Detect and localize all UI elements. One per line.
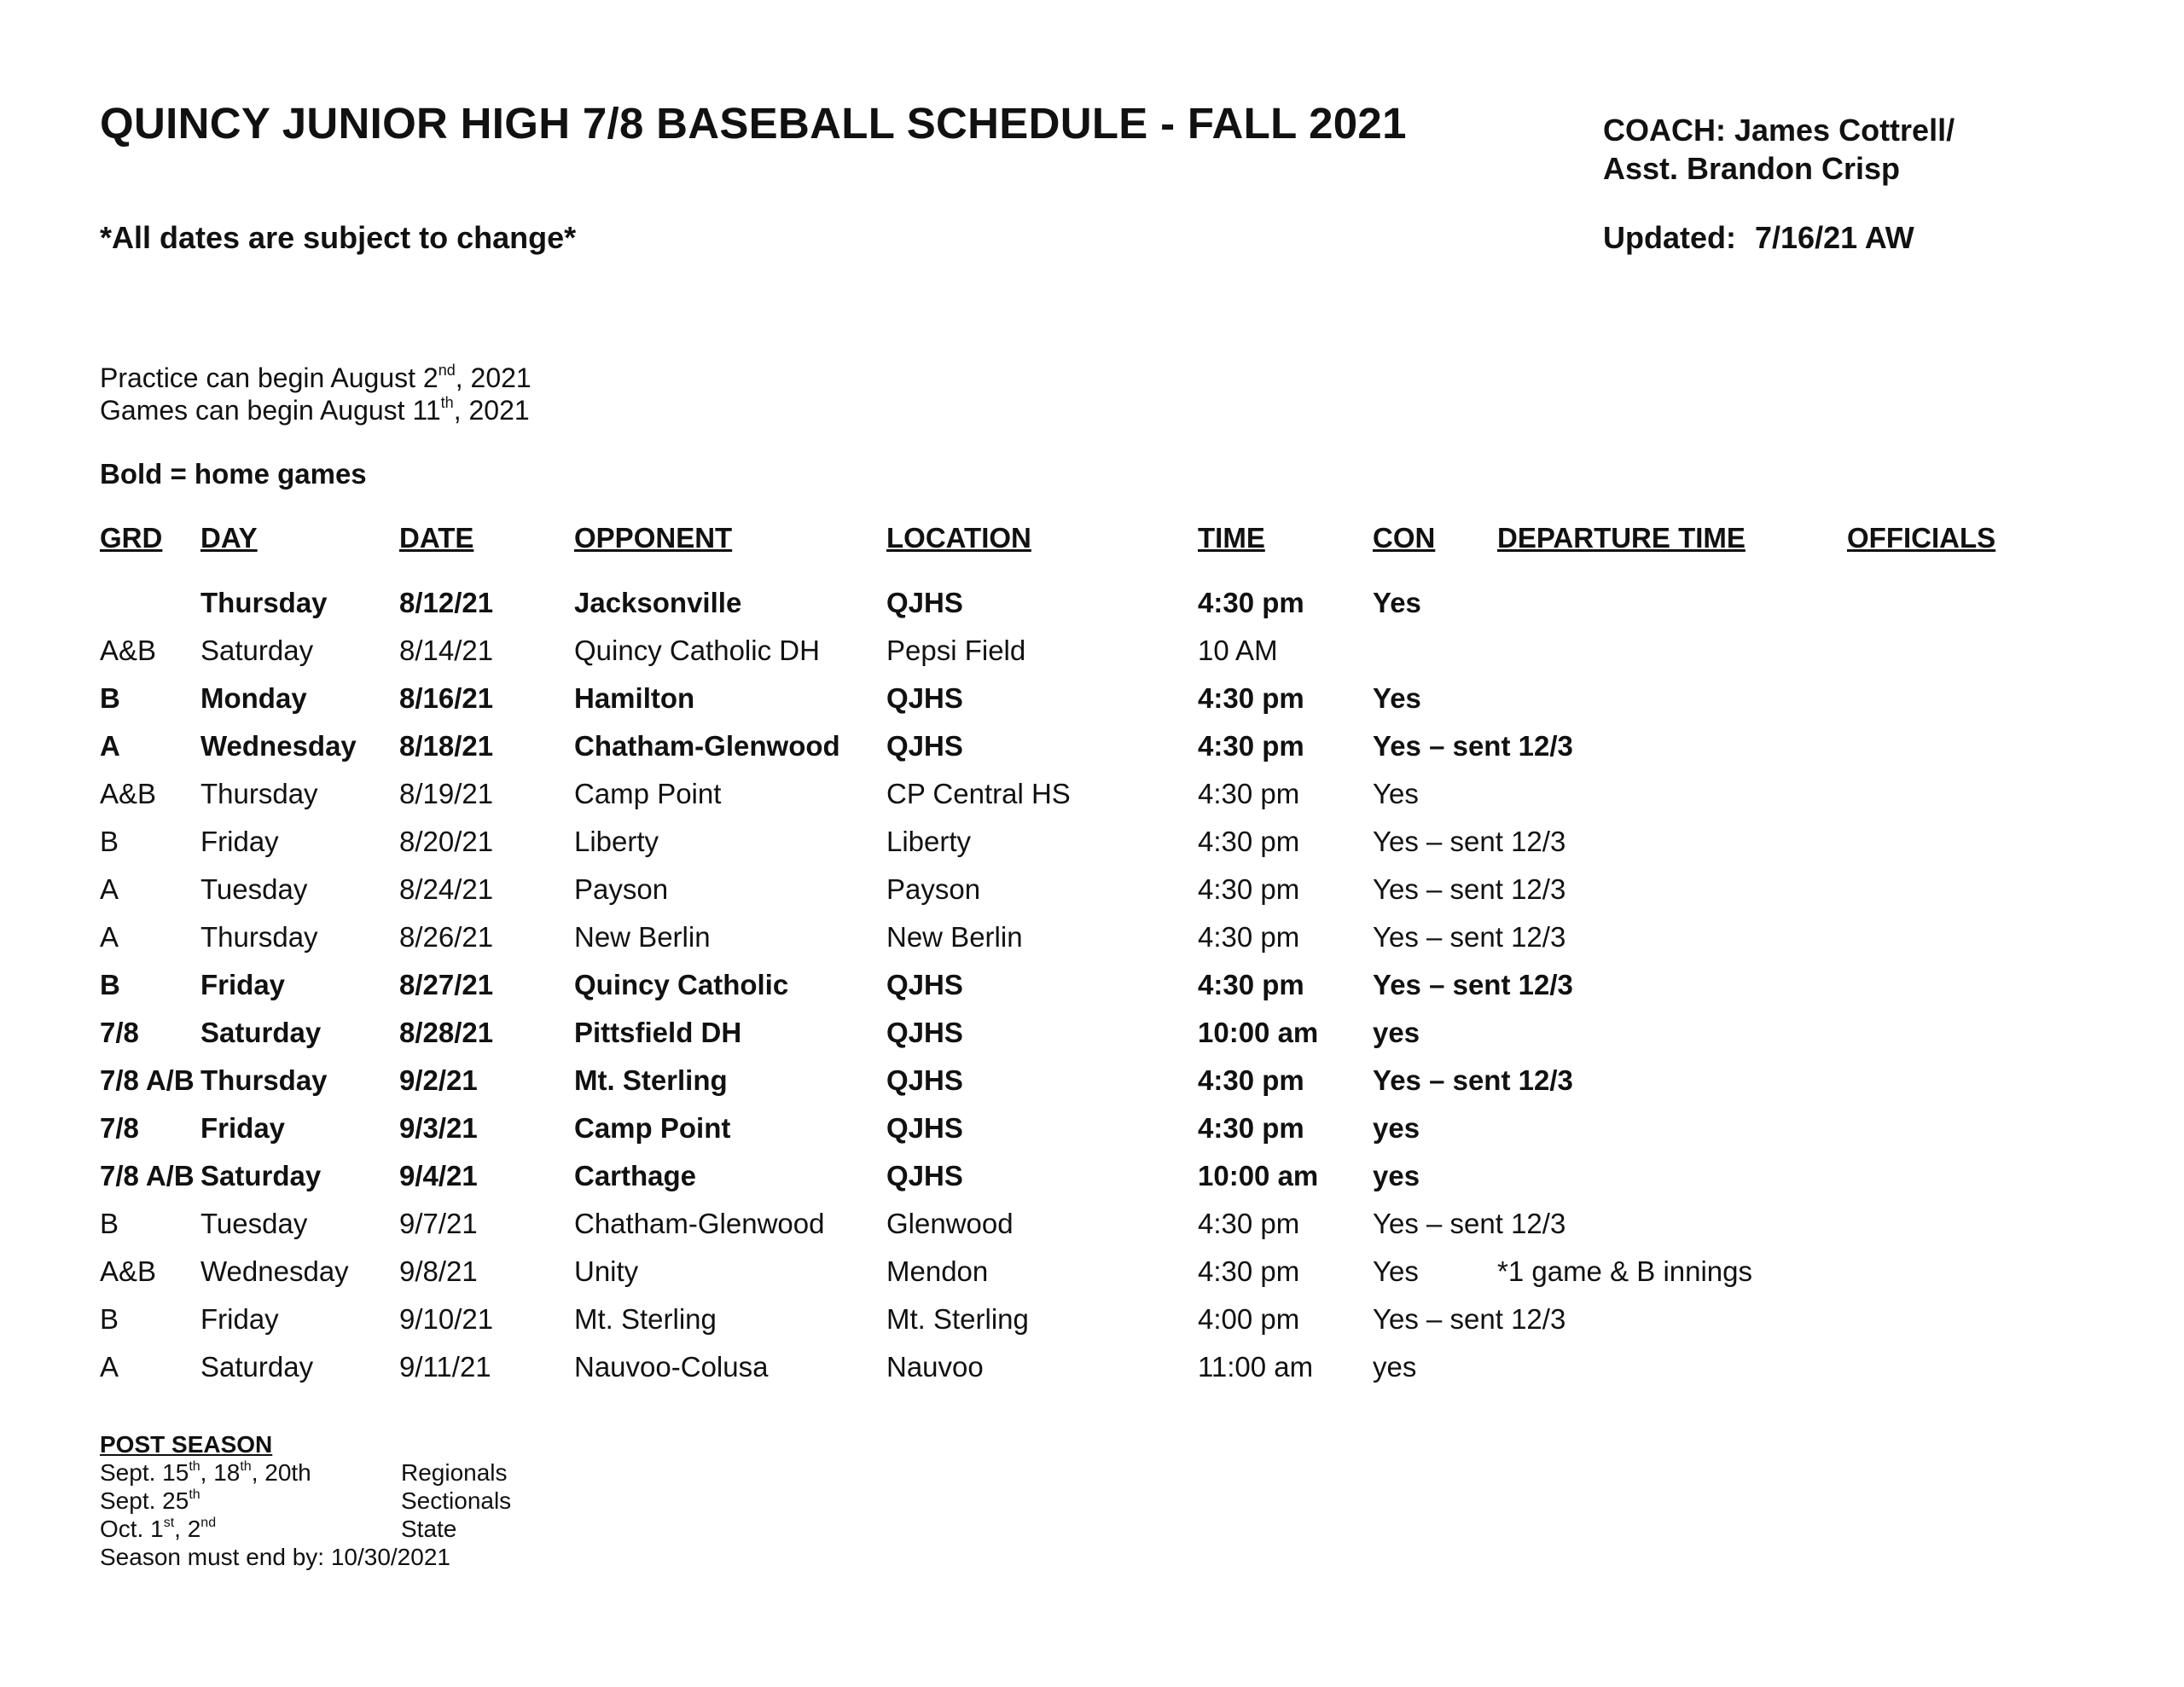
cell-opponent: Payson: [574, 873, 669, 905]
table-row: [0, 1303, 2184, 1351]
cell-grd: A: [100, 730, 120, 762]
games-text: Games can begin August 11: [100, 395, 441, 426]
cell-location: Mendon: [886, 1255, 989, 1287]
cell-location: Payson: [886, 873, 981, 905]
header-time: TIME: [1198, 522, 1265, 554]
cell-con: yes: [1373, 1160, 1420, 1191]
season-end-note: Season must end by: 10/30/2021: [100, 1544, 450, 1570]
cell-grd: B: [100, 682, 120, 714]
header-opponent: OPPONENT: [574, 522, 733, 554]
cell-opponent: Quincy Catholic DH: [574, 635, 820, 666]
post-season-dates: [100, 1487, 200, 1515]
post-season-round: Regionals: [401, 1459, 508, 1486]
cell-location: QJHS: [886, 682, 963, 714]
cell-con: Yes: [1373, 682, 1421, 714]
season-notes: [100, 362, 531, 426]
cell-location: Nauvoo: [886, 1351, 984, 1383]
cell-con: yes: [1373, 1351, 1417, 1383]
cell-date: 9/10/21: [399, 1303, 494, 1335]
cell-opponent: Liberty: [574, 826, 659, 857]
cell-con: Yes – sent 12/3: [1373, 969, 1573, 1000]
cell-day: Saturday: [200, 1351, 314, 1383]
date-suffix: st: [163, 1516, 175, 1530]
cell-day: Tuesday: [200, 1208, 308, 1239]
post-season-heading: POST SEASON: [100, 1431, 273, 1458]
cell-time: 4:30 pm: [1198, 778, 1300, 809]
cell-opponent: Jacksonville: [574, 587, 742, 618]
table-row: [0, 1351, 2184, 1399]
cell-con: Yes: [1373, 587, 1421, 618]
cell-time: 4:30 pm: [1198, 730, 1304, 762]
table-row: [0, 587, 2184, 635]
date-text: , 20th: [251, 1459, 311, 1486]
cell-location: Liberty: [886, 826, 972, 857]
cell-time: 4:30 pm: [1198, 969, 1304, 1000]
table-row: [0, 826, 2184, 873]
cell-grd: 7/8 A/B: [100, 1064, 195, 1096]
updated-label: Updated:: [1603, 220, 1736, 255]
cell-day: Thursday: [200, 921, 318, 953]
table-row: [0, 1255, 2184, 1303]
header-officials: OFFICIALS: [1847, 522, 1996, 554]
table-row: [0, 873, 2184, 921]
cell-opponent: Unity: [574, 1255, 639, 1287]
cell-day: Thursday: [200, 778, 318, 809]
cell-day: Wednesday: [200, 730, 357, 762]
table-row: [0, 1112, 2184, 1160]
assistant-coach-name: Asst. Brandon Crisp: [1603, 151, 1901, 186]
header-con: CON: [1373, 522, 1436, 554]
cell-con: Yes – sent 12/3: [1373, 1303, 1566, 1335]
cell-day: Thursday: [200, 1064, 328, 1096]
home-games-legend: Bold = home games: [100, 458, 367, 490]
cell-grd: A: [100, 873, 119, 905]
cell-opponent: Carthage: [574, 1160, 697, 1191]
cell-day: Saturday: [200, 1160, 322, 1191]
practice-year: , 2021: [455, 362, 531, 393]
post-season-item: [100, 1458, 508, 1487]
cell-date: 9/8/21: [399, 1255, 478, 1287]
cell-con: Yes: [1373, 778, 1419, 809]
practice-sup: nd: [438, 362, 456, 379]
cell-time: 4:30 pm: [1198, 682, 1304, 714]
cell-con: yes: [1373, 1017, 1420, 1048]
cell-day: Tuesday: [200, 873, 308, 905]
cell-opponent: Camp Point: [574, 1112, 731, 1144]
cell-grd: A: [100, 1351, 119, 1383]
updated-info: [1603, 220, 1914, 256]
post-season-item: [100, 1515, 457, 1543]
practice-text: Practice can begin August 2: [100, 362, 439, 393]
cell-date: 9/3/21: [399, 1112, 478, 1144]
cell-day: Friday: [200, 1112, 286, 1144]
table-row: [0, 1064, 2184, 1112]
table-row: [0, 1208, 2184, 1255]
post-season-item: [100, 1487, 512, 1515]
post-season: [100, 1430, 512, 1571]
cell-opponent: Hamilton: [574, 682, 695, 714]
cell-grd: 7/8: [100, 1017, 139, 1048]
games-sup: th: [440, 394, 454, 411]
cell-location: QJHS: [886, 730, 963, 762]
coach-name: COACH: James Cottrell/: [1603, 113, 1955, 148]
cell-con: Yes – sent 12/3: [1373, 1208, 1566, 1239]
cell-location: Glenwood: [886, 1208, 1014, 1239]
updated-value: 7/16/21 AW: [1755, 220, 1914, 255]
table-row: [0, 730, 2184, 778]
cell-date: 8/14/21: [399, 635, 494, 666]
schedule-title: QUINCY JUNIOR HIGH 7/8 BASEBALL SCHEDULE - FALL 2021: [100, 99, 1407, 148]
cell-location: New Berlin: [886, 921, 1023, 953]
post-season-dates: [100, 1458, 311, 1487]
cell-location: Mt. Sterling: [886, 1303, 1029, 1335]
cell-con: Yes: [1373, 1255, 1419, 1287]
cell-time: 10:00 am: [1198, 1017, 1319, 1048]
cell-opponent: Camp Point: [574, 778, 722, 809]
post-season-round: Sectionals: [401, 1487, 512, 1514]
cell-day: Wednesday: [200, 1255, 349, 1287]
cell-departure: *1 game & B innings: [1497, 1255, 1753, 1287]
cell-date: 8/18/21: [399, 730, 494, 762]
cell-day: Friday: [200, 826, 279, 857]
cell-time: 4:00 pm: [1198, 1303, 1300, 1335]
header-grd: GRD: [100, 522, 163, 554]
cell-day: Saturday: [200, 1017, 322, 1048]
cell-grd: B: [100, 1208, 119, 1239]
header-departure: DEPARTURE TIME: [1497, 522, 1745, 554]
cell-date: 9/11/21: [399, 1351, 491, 1383]
cell-time: 4:30 pm: [1198, 873, 1300, 905]
header-day: DAY: [200, 522, 258, 554]
cell-grd: B: [100, 826, 119, 857]
cell-date: 8/26/21: [399, 921, 494, 953]
cell-day: Monday: [200, 682, 307, 714]
cell-opponent: Quincy Catholic: [574, 969, 789, 1000]
cell-grd: B: [100, 1303, 119, 1335]
cell-opponent: Chatham-Glenwood: [574, 1208, 825, 1239]
cell-opponent: Mt. Sterling: [574, 1064, 728, 1096]
cell-time: 4:30 pm: [1198, 587, 1304, 618]
cell-time: 4:30 pm: [1198, 1112, 1304, 1144]
table-row: [0, 1017, 2184, 1064]
date-suffix: nd: [200, 1516, 217, 1530]
cell-opponent: Mt. Sterling: [574, 1303, 717, 1335]
coach-info: [1603, 111, 1955, 188]
cell-time: 4:30 pm: [1198, 826, 1300, 857]
table-row: [0, 921, 2184, 969]
cell-time: 4:30 pm: [1198, 1255, 1300, 1287]
cell-grd: B: [100, 969, 120, 1000]
table-row: [0, 682, 2184, 730]
games-start-note: [100, 394, 531, 426]
practice-start-note: [100, 362, 531, 394]
date-suffix: th: [189, 1459, 200, 1474]
cell-day: Friday: [200, 969, 286, 1000]
post-season-round: State: [401, 1516, 457, 1542]
games-year: , 2021: [453, 395, 530, 426]
table-row: [0, 1160, 2184, 1208]
cell-opponent: New Berlin: [574, 921, 711, 953]
cell-date: 8/24/21: [399, 873, 494, 905]
cell-location: QJHS: [886, 1160, 963, 1191]
cell-date: 8/27/21: [399, 969, 494, 1000]
cell-location: QJHS: [886, 969, 963, 1000]
cell-grd: A&B: [100, 635, 157, 666]
cell-con: Yes – sent 12/3: [1373, 873, 1566, 905]
cell-date: 8/16/21: [399, 682, 494, 714]
cell-time: 4:30 pm: [1198, 921, 1300, 953]
table-row: [0, 635, 2184, 682]
cell-location: CP Central HS: [886, 778, 1071, 809]
cell-grd: A&B: [100, 778, 157, 809]
cell-date: 8/19/21: [399, 778, 494, 809]
header-location: LOCATION: [886, 522, 1031, 554]
cell-date: 8/12/21: [399, 587, 494, 618]
cell-time: 4:30 pm: [1198, 1064, 1304, 1096]
cell-con: Yes – sent 12/3: [1373, 826, 1566, 857]
cell-con: yes: [1373, 1112, 1420, 1144]
date-text: Oct. 1: [100, 1516, 164, 1542]
cell-grd: A&B: [100, 1255, 157, 1287]
date-suffix: th: [189, 1487, 200, 1502]
cell-con: Yes – sent 12/3: [1373, 730, 1573, 762]
cell-date: 9/7/21: [399, 1208, 478, 1239]
date-text: Sept. 25: [100, 1487, 189, 1514]
cell-con: Yes – sent 12/3: [1373, 1064, 1573, 1096]
cell-date: 9/2/21: [399, 1064, 478, 1096]
cell-location: QJHS: [886, 1064, 963, 1096]
cell-con: Yes – sent 12/3: [1373, 921, 1566, 953]
cell-day: Saturday: [200, 635, 314, 666]
cell-time: 4:30 pm: [1198, 1208, 1300, 1239]
cell-location: QJHS: [886, 587, 963, 618]
cell-grd: 7/8 A/B: [100, 1160, 195, 1191]
disclaimer: *All dates are subject to change*: [100, 220, 577, 255]
post-season-dates: [100, 1515, 216, 1543]
table-row: [0, 969, 2184, 1017]
date-text: , 18: [200, 1459, 241, 1486]
cell-opponent: Nauvoo-Colusa: [574, 1351, 769, 1383]
cell-date: 8/28/21: [399, 1017, 494, 1048]
cell-location: QJHS: [886, 1112, 963, 1144]
cell-location: Pepsi Field: [886, 635, 1026, 666]
date-text: , 2: [174, 1516, 201, 1542]
header-date: DATE: [399, 522, 474, 554]
cell-time: 10:00 am: [1198, 1160, 1319, 1191]
cell-location: QJHS: [886, 1017, 963, 1048]
cell-day: Thursday: [200, 587, 328, 618]
cell-date: 9/4/21: [399, 1160, 478, 1191]
cell-opponent: Pittsfield DH: [574, 1017, 742, 1048]
date-text: Sept. 15: [100, 1459, 189, 1486]
cell-day: Friday: [200, 1303, 279, 1335]
cell-grd: A: [100, 921, 119, 953]
cell-grd: 7/8: [100, 1112, 139, 1144]
table-row: [0, 778, 2184, 826]
cell-date: 8/20/21: [399, 826, 494, 857]
cell-time: 11:00 am: [1198, 1351, 1314, 1383]
cell-opponent: Chatham-Glenwood: [574, 730, 840, 762]
date-suffix: th: [240, 1459, 252, 1474]
cell-time: 10 AM: [1198, 635, 1278, 666]
